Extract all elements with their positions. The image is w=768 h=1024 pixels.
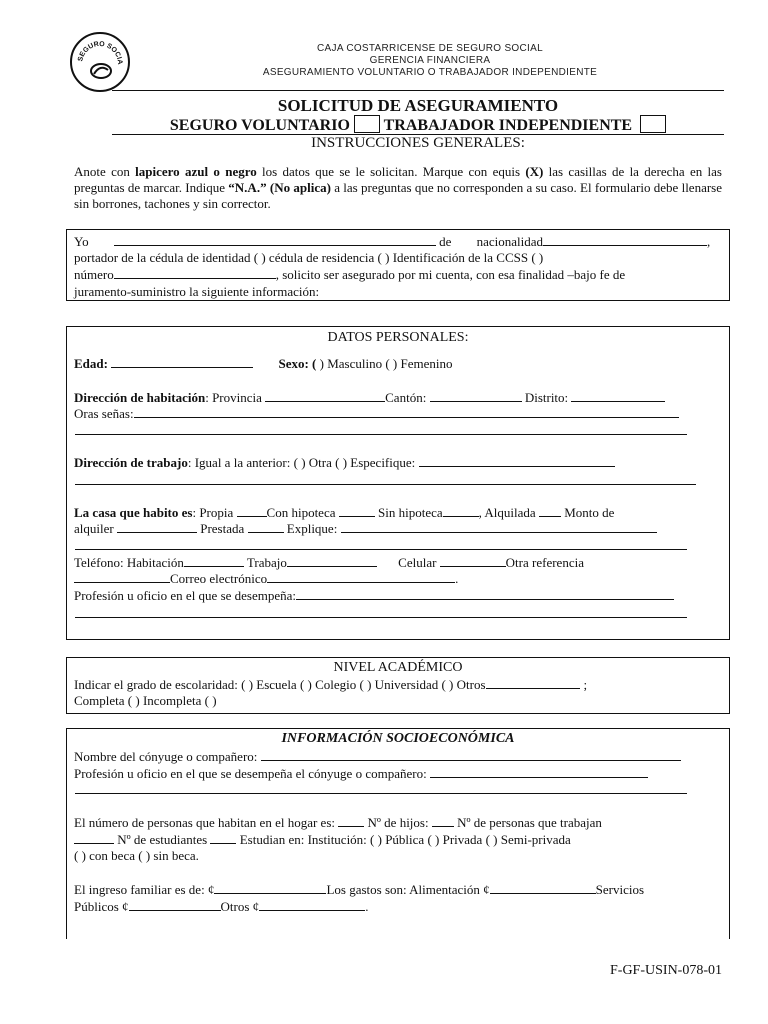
email-field[interactable] — [267, 571, 455, 583]
yo-label: Yo — [74, 234, 89, 249]
sex-label: Sexo: ( — [278, 356, 317, 371]
other-ref-label: Otra referencia — [505, 555, 584, 570]
instr-text: las casillas de la derecha en las preguntas de marcar. Indique — [74, 164, 722, 196]
work-phone-label: Trabajo — [243, 555, 287, 570]
work-address-row — [74, 455, 615, 471]
work-phone-field[interactable] — [287, 555, 377, 567]
students-field[interactable] — [210, 832, 236, 844]
income-field[interactable] — [214, 882, 326, 894]
other-signs-field[interactable] — [134, 406, 679, 418]
lent-label: Prestada — [196, 521, 248, 536]
name-field[interactable] — [114, 234, 436, 246]
declaration-line-2: portador de la cédula de identidad ( ) cédula de residencia ( ) Identificación de la CCSS ( ) — [74, 250, 544, 265]
instructions-paragraph — [74, 164, 722, 213]
instr-na: “N.A.” (No aplica) — [228, 180, 331, 196]
socioeconomic-section — [66, 728, 730, 939]
declaration-line-3 — [74, 267, 722, 283]
spouse-occupation-row — [74, 766, 648, 782]
personal-data-heading: DATOS PERSONALES: — [327, 330, 469, 345]
household-size-field[interactable] — [338, 815, 364, 827]
rent-amount-field[interactable] — [117, 521, 197, 533]
academic-section — [66, 657, 730, 714]
spouse-label: Nombre del cónyuge o compañero: — [74, 749, 261, 764]
declaration-line-4: juramento-suministro la siguiente información: — [74, 284, 320, 299]
spouse-field[interactable] — [261, 749, 681, 761]
email-row: Correo electrónico . — [74, 571, 458, 587]
institution-options[interactable]: Estudian en: Institución: ( ) Pública ( ) Privada ( ) Semi-privada — [236, 832, 571, 847]
no-mortgage-field[interactable] — [443, 505, 479, 517]
scholarship-options[interactable]: ( ) con beca ( ) sin beca. — [74, 848, 199, 863]
seguro-social-seal-icon — [72, 34, 128, 90]
explain-field[interactable] — [341, 521, 657, 533]
lent-field[interactable] — [248, 521, 284, 533]
spouse-occupation-field[interactable] — [430, 766, 648, 778]
schooling-row — [74, 677, 587, 693]
mortgage-field[interactable] — [339, 505, 375, 517]
other-signs-field-2[interactable] — [75, 434, 687, 435]
rent-amount-label: Monto de — [560, 505, 615, 520]
email-label: Correo electrónico — [170, 571, 268, 586]
declaration-line-1: Yo de nacionalidad , — [74, 234, 711, 249]
students-label: Nº de estudiantes — [114, 832, 211, 847]
home-phone-field[interactable] — [184, 555, 244, 567]
home-address-label: Dirección de habitación — [74, 390, 206, 405]
mortgage-label: Con hipoteca — [266, 505, 339, 520]
rented-label: , Alquilada — [478, 505, 539, 520]
public-services-field[interactable] — [129, 899, 221, 911]
other-signs-label: Oras señas: — [74, 406, 134, 421]
numero-label: número — [74, 267, 114, 282]
spouse-occupation-field-2[interactable] — [75, 793, 687, 794]
other-expenses-field[interactable] — [259, 899, 365, 911]
independent-checkbox[interactable] — [640, 115, 666, 133]
household-row-1 — [74, 815, 722, 831]
voluntary-checkbox[interactable] — [354, 115, 380, 133]
voluntary-label: SEGURO VOLUNTARIO — [169, 117, 350, 134]
explain-field-2[interactable] — [75, 549, 687, 550]
semicolon: ; — [583, 677, 588, 692]
household-size-label: El número de personas que habitan en el hogar es: — [74, 815, 339, 830]
de-label: de — [439, 234, 452, 249]
district-field[interactable] — [571, 390, 665, 402]
form-code: F-GF-USIN-078-01 — [610, 963, 722, 978]
housing-row-2 — [74, 521, 657, 537]
workers-field[interactable] — [74, 832, 114, 844]
department-name: GERENCIA FINANCIERA — [369, 55, 491, 66]
personal-data-section — [66, 326, 730, 640]
province-field[interactable] — [265, 390, 385, 402]
food-expense-label: Los gastos son: Alimentación ¢ — [326, 882, 490, 897]
occupation-field-2[interactable] — [75, 617, 687, 618]
food-expense-field[interactable] — [490, 882, 596, 894]
instr-pen-color: lapicero azul o negro — [135, 164, 257, 179]
explain-label: Explique: — [283, 521, 341, 536]
schooling-options[interactable]: Indicar el grado de escolaridad: ( ) Escuela ( ) Colegio ( ) Universidad ( ) Otros — [74, 677, 486, 692]
work-address-label: Dirección de trabajo — [74, 455, 188, 470]
age-field[interactable] — [111, 356, 253, 368]
spouse-occupation-label: Profesión u oficio en el que se desempeña el cónyuge o compañero: — [74, 766, 430, 781]
public-services-label: Públicos ¢ — [74, 899, 129, 914]
nationality-field[interactable] — [543, 234, 707, 246]
province-label: : Provincia — [205, 390, 266, 405]
instr-text: a las preguntas que no corresponden a su caso. El formulario debe llenarse sin borrones, tachones y sin corrector. — [74, 180, 722, 212]
form-title: SOLICITUD DE ASEGURAMIENTO — [277, 96, 559, 115]
instr-text: Anote con — [74, 164, 136, 179]
no-mortgage-label: Sin hipoteca — [374, 505, 443, 520]
other-expenses-label: Otros ¢ — [220, 899, 260, 914]
cell-phone-field[interactable] — [440, 555, 506, 567]
work-address-field-2[interactable] — [75, 484, 696, 485]
children-label: Nº de hijos: — [364, 815, 432, 830]
income-label: El ingreso familiar es de: ¢ — [74, 882, 215, 897]
own-field[interactable] — [237, 505, 267, 517]
period: . — [365, 899, 369, 914]
age-sex-row — [74, 356, 453, 372]
ccss-logo — [70, 32, 130, 92]
sex-options[interactable]: ) Masculino ( ) Femenino — [316, 356, 453, 371]
age-label: Edad: — [74, 356, 108, 371]
institution-name: CAJA COSTARRICENSE DE SEGURO SOCIAL — [317, 43, 543, 54]
id-number-field[interactable] — [114, 267, 276, 279]
nationality-label: nacionalidad — [476, 234, 544, 249]
phone-row — [74, 555, 722, 571]
instructions-heading: INSTRUCCIONES GENERALES: — [311, 135, 525, 151]
rent-label: alquiler — [74, 521, 117, 536]
occupation-label: Profesión u oficio en el que se desempeña: — [74, 588, 297, 603]
expenses-row — [74, 899, 368, 915]
header-divider — [112, 90, 724, 91]
housing-label: La casa que habito es — [74, 505, 193, 520]
solicito-text: , solicito ser asegurado por mi cuenta, con esa finalidad –bajo fe de — [275, 267, 626, 282]
cell-phone-label: Celular — [394, 555, 440, 570]
other-schooling-field[interactable] — [486, 677, 580, 689]
completion-options[interactable]: Completa ( ) Incompleta ( ) — [74, 693, 217, 708]
declaration-box — [66, 229, 730, 301]
socioeconomic-heading: INFORMACIÓN SOCIOECONÓMICA — [281, 731, 515, 746]
district-label: Distrito: — [521, 390, 572, 405]
svg-text:SEGURO SOCIAL: SEGURO SOCIA — [77, 40, 124, 65]
occupation-field[interactable] — [296, 588, 674, 600]
instr-x-mark: (X) — [525, 164, 544, 179]
housing-row-1 — [74, 505, 722, 521]
independent-label: TRABAJADOR INDEPENDIENTE — [383, 117, 633, 134]
work-address-field[interactable] — [419, 455, 615, 467]
work-address-options[interactable]: : Igual a la anterior: ( ) Otra ( ) Especifique: — [187, 455, 419, 470]
rented-field[interactable] — [539, 505, 561, 517]
income-row — [74, 882, 722, 898]
program-name: ASEGURAMIENTO VOLUNTARIO O TRABAJADOR INDEPENDIENTE — [262, 67, 598, 78]
workers-label: Nº de personas que trabajan — [453, 815, 602, 830]
insurance-type-row — [112, 115, 724, 135]
services-label: Servicios — [595, 882, 645, 897]
spouse-row — [74, 749, 681, 765]
home-address-row — [74, 390, 665, 406]
academic-heading: NIVEL ACADÉMICO — [333, 660, 463, 675]
instr-text: los datos que se le solicitan. Marque con equis — [256, 164, 526, 179]
children-field[interactable] — [432, 815, 454, 827]
other-signs-row — [74, 406, 679, 422]
occupation-row — [74, 588, 674, 604]
home-phone-label: Teléfono: Habitación — [74, 555, 184, 570]
canton-field[interactable] — [430, 390, 522, 402]
household-row-2 — [74, 832, 722, 848]
own-label: : Propia — [192, 505, 237, 520]
other-ref-field[interactable] — [74, 571, 170, 583]
canton-label: Cantón: — [385, 390, 430, 405]
